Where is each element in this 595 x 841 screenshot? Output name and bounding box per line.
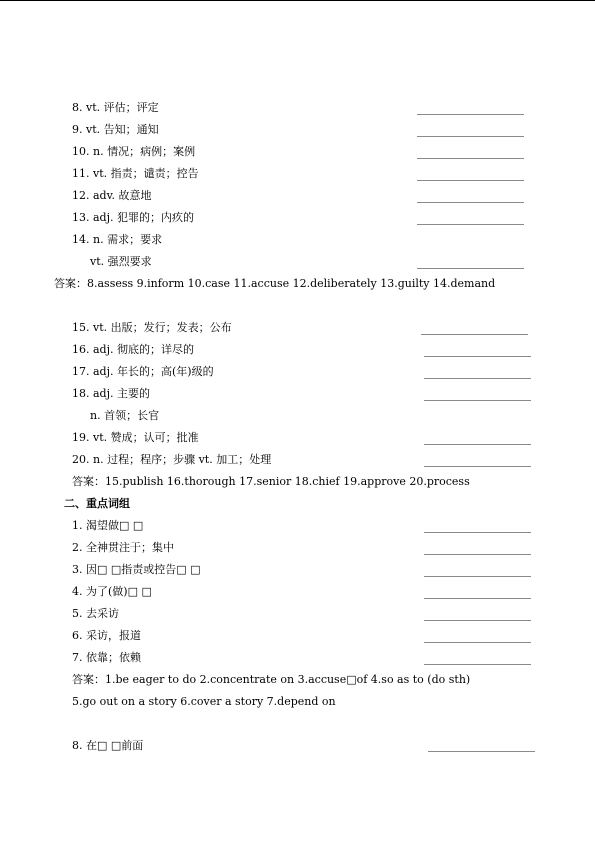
answer-blank-20[interactable] bbox=[424, 466, 531, 467]
vocab-item-14-verb: vt. 强烈要求 bbox=[90, 255, 152, 268]
phrase-item-3: 3. 因□ □指责或控告□ □ bbox=[72, 563, 201, 576]
phrase-item-2: 2. 全神贯注于；集中 bbox=[72, 541, 174, 554]
answer-blank-14[interactable] bbox=[417, 268, 524, 269]
answer-key-3-line2: 5.go out on a story 6.cover a story 7.depend on bbox=[72, 695, 336, 708]
phrase-item-5: 5. 去采访 bbox=[72, 607, 119, 620]
vocab-item-18: 18. adj. 主要的 bbox=[72, 387, 150, 400]
vocab-item-16: 16. adj. 彻底的；详尽的 bbox=[72, 343, 194, 356]
phrase-blank-5[interactable] bbox=[424, 620, 531, 621]
phrase-blank-2[interactable] bbox=[424, 554, 531, 555]
section-heading-phrases: 二、重点词组 bbox=[64, 497, 130, 510]
phrase-blank-6[interactable] bbox=[424, 642, 531, 643]
phrase-blank-1[interactable] bbox=[424, 532, 531, 533]
vocab-item-15: 15. vt. 出版；发行；发表；公布 bbox=[72, 321, 232, 334]
phrase-blank-7[interactable] bbox=[424, 664, 531, 665]
vocab-item-8: 8. vt. 评估；评定 bbox=[72, 101, 159, 114]
vocab-item-10: 10. n. 情况；病例；案例 bbox=[72, 145, 196, 158]
phrase-blank-8[interactable] bbox=[428, 751, 535, 752]
answer-blank-11[interactable] bbox=[417, 180, 524, 181]
phrase-blank-3[interactable] bbox=[424, 576, 531, 577]
vocab-item-18-noun: n. 首领；长官 bbox=[90, 409, 160, 422]
answer-blank-8[interactable] bbox=[417, 114, 524, 115]
vocab-item-19: 19. vt. 赞成；认可；批准 bbox=[72, 431, 199, 444]
vocab-item-14: 14. n. 需求；要求 bbox=[72, 233, 163, 246]
answer-blank-10[interactable] bbox=[417, 158, 524, 159]
answer-key-1: 答案：8.assess 9.inform 10.case 11.accuse 12.deliberately 13.guilty 14.demand bbox=[54, 277, 496, 290]
vocab-item-9: 9. vt. 告知；通知 bbox=[72, 123, 159, 136]
answer-blank-13[interactable] bbox=[417, 224, 524, 225]
phrase-item-6: 6. 采访，报道 bbox=[72, 629, 141, 642]
answer-blank-12[interactable] bbox=[417, 202, 524, 203]
phrase-blank-4[interactable] bbox=[424, 598, 531, 599]
phrase-item-7: 7. 依靠；依赖 bbox=[72, 651, 141, 664]
phrase-item-4: 4. 为了(做)□ □ bbox=[72, 585, 152, 598]
vocab-item-12: 12. adv. 故意地 bbox=[72, 189, 152, 202]
answer-blank-15[interactable] bbox=[421, 334, 528, 335]
vocab-item-13: 13. adj. 犯罪的；内疚的 bbox=[72, 211, 194, 224]
answer-key-3-line1: 答案：1.be eager to do 2.concentrate on 3.accuse□of 4.so as to (do sth) bbox=[72, 673, 471, 686]
page-top-border bbox=[0, 0, 595, 1]
vocab-item-17: 17. adj. 年长的；高(年)级的 bbox=[72, 365, 214, 378]
answer-blank-19[interactable] bbox=[424, 444, 531, 445]
vocab-item-20: 20. n. 过程；程序；步骤 vt. 加工；处理 bbox=[72, 453, 272, 466]
phrase-item-1: 1. 渴望做□ □ bbox=[72, 519, 144, 532]
answer-blank-18[interactable] bbox=[424, 400, 531, 401]
answer-blank-16[interactable] bbox=[424, 356, 531, 357]
answer-blank-9[interactable] bbox=[417, 136, 524, 137]
answer-key-2: 答案：15.publish 16.thorough 17.senior 18.chief 19.approve 20.process bbox=[72, 475, 470, 488]
vocab-item-11: 11. vt. 指责；谴责；控告 bbox=[72, 167, 199, 180]
answer-blank-17[interactable] bbox=[424, 378, 531, 379]
phrase-item-8: 8. 在□ □前面 bbox=[72, 739, 144, 752]
